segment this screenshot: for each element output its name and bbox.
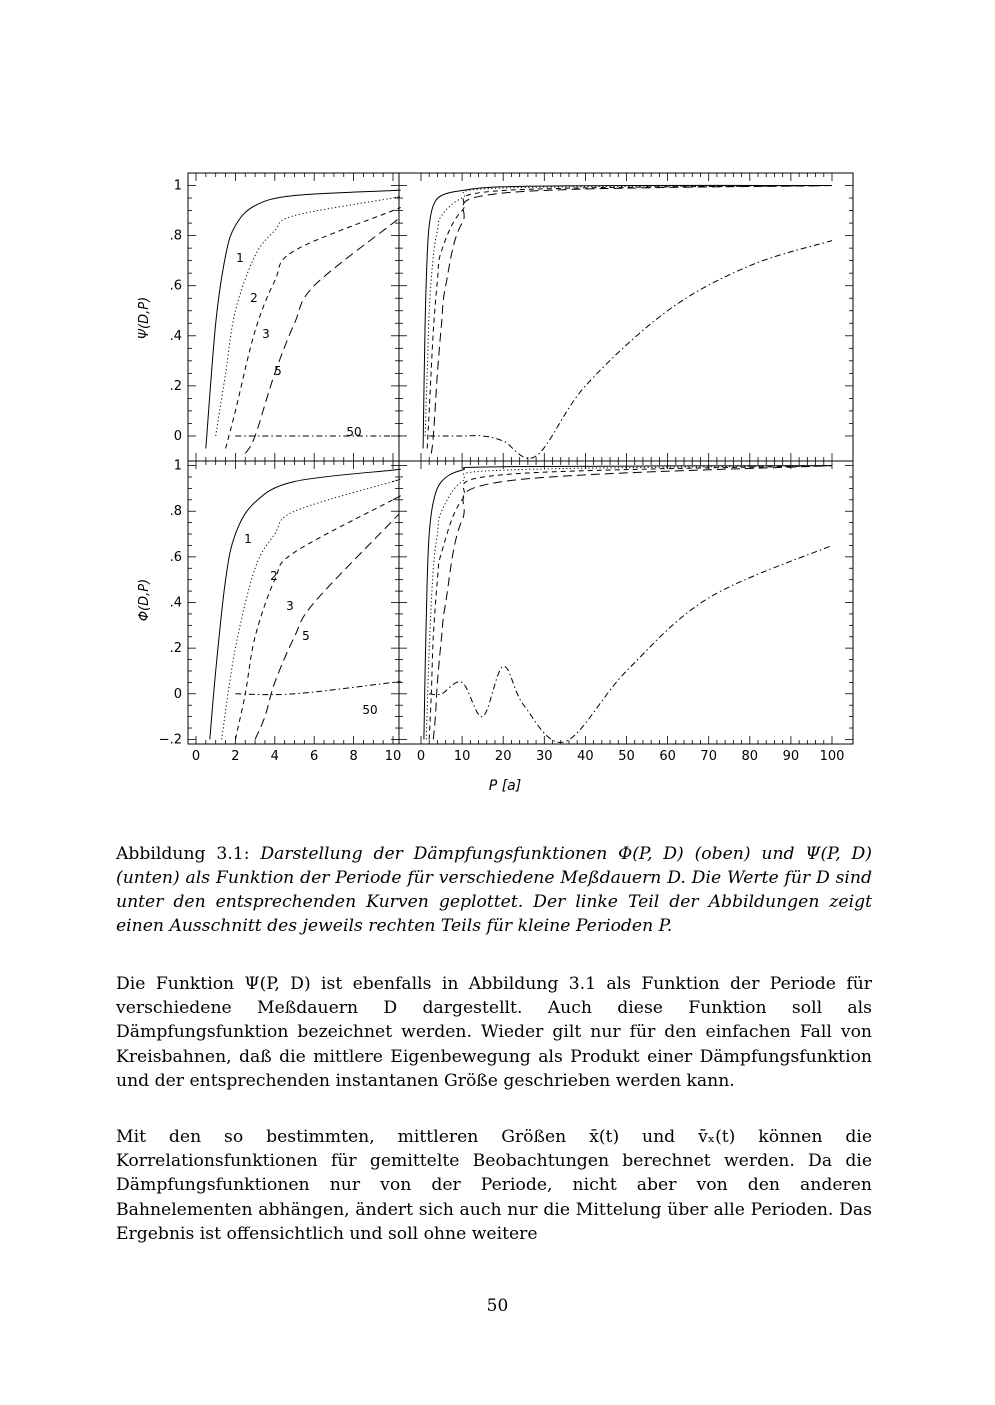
x-tick-label: 8	[349, 749, 358, 764]
top-y-tick-label: 0	[173, 428, 182, 444]
top-curve-label-3: 3	[262, 327, 270, 341]
x-tick-label: 0	[416, 749, 426, 764]
x-axis-label: P [a]	[488, 778, 522, 794]
top-right-series-3	[427, 186, 832, 449]
caption-text: Darstellung der Dämpfungsfunktionen Φ(P, D) (oben) und Ψ(P, D) (unten) als Funktion der Periode für verschiedene Meßdauern D. Die Werte für D sind unter den entsprechenden Kurven geplottet. Der linke Teil der Abbildungen zeigt einen Ausschnitt des jeweils rechten Teils für kleine Perioden P.	[116, 844, 872, 936]
bottom-curve-label-1: 1	[244, 532, 252, 546]
bottom-curve-label-3: 3	[286, 599, 294, 613]
x-tick-label: 2	[231, 749, 240, 764]
top-right-series-5	[431, 186, 832, 454]
top-left-series-2	[216, 197, 401, 436]
paragraph-2: Mit den so bestimmten, mittleren Größen x̄(t) und v̄ₓ(t) können die Korrelationsfunktionen für gemittelte Beobachtungen berechnet werden. Da die Dämpfungsfunktionen nur von der Periode, nicht aber von den anderen Bahnelementen abhängen, ändert sich auch nur die Mittelung über alle Perioden. Das Ergebnis ist offensichtlich und soll ohne weitere	[116, 1127, 872, 1244]
bottom-y-axis-label: Φ(D,P)	[137, 578, 152, 622]
top-y-axis-label: Ψ(D,P)	[137, 296, 152, 340]
top-left-series-1	[206, 190, 400, 448]
x-tick-label: 50	[618, 749, 635, 764]
bottom-y-tick-label: .2	[169, 641, 182, 657]
bottom-y-tick-label: .4	[169, 595, 182, 611]
bottom-right-series-3	[429, 466, 832, 740]
top-y-tick-label: .4	[169, 328, 182, 344]
bottom-y-tick-label: .8	[169, 504, 182, 520]
bottom-curve-label-5: 5	[302, 629, 310, 643]
top-curve-label-5: 5	[274, 364, 282, 378]
caption-label: Abbildung 3.1:	[116, 844, 250, 864]
top-right-series-50	[429, 241, 832, 459]
x-tick-label: 30	[536, 749, 553, 764]
top-left-frame	[188, 173, 399, 461]
top-y-tick-label: .8	[169, 228, 182, 244]
x-tick-label: 60	[659, 749, 676, 764]
x-tick-label: 20	[494, 749, 512, 764]
x-tick-label: 100	[819, 749, 845, 764]
top-curve-label-50: 50	[346, 425, 362, 439]
x-tick-label: 70	[700, 749, 717, 764]
top-y-tick-label: 1	[173, 178, 182, 194]
x-tick-label: 6	[310, 749, 319, 764]
top-right-frame	[399, 173, 853, 461]
top-right-series-2	[425, 186, 832, 437]
bottom-y-tick-label: 1	[173, 458, 182, 474]
x-tick-label: 10	[453, 749, 471, 764]
bottom-curve-label-50: 50	[362, 703, 378, 717]
bottom-right-series-1	[424, 466, 832, 740]
top-y-tick-label: .6	[169, 278, 182, 294]
bottom-right-frame	[399, 461, 853, 744]
x-tick-label: 90	[782, 749, 800, 764]
bottom-y-tick-label: 0	[173, 686, 182, 702]
x-tick-label: 40	[577, 749, 594, 764]
bottom-right-series-2	[426, 466, 832, 740]
bottom-y-tick-label: .6	[169, 549, 182, 565]
bottom-left-series-1	[210, 469, 400, 739]
bottom-right-series-50	[429, 545, 832, 742]
figure-caption	[116, 842, 872, 938]
bottom-curve-label-2: 2	[270, 569, 278, 583]
top-left-series-3	[226, 208, 401, 449]
bottom-left-series-2	[222, 479, 401, 739]
x-tick-label: 4	[270, 749, 279, 764]
x-tick-label: 0	[191, 749, 201, 764]
x-tick-label: 10	[384, 749, 402, 764]
top-curve-label-1: 1	[236, 251, 244, 265]
top-right-series-1	[423, 185, 832, 448]
top-y-tick-label: .2	[169, 378, 182, 394]
page-number: 50	[486, 1296, 509, 1316]
bottom-y-tick-label: −.2	[158, 732, 182, 748]
paragraph-1: Die Funktion Ψ(P, D) ist ebenfalls in Abbildung 3.1 als Funktion der Periode für verschiedene Meßdauern D dargestellt. Auch diese Funktion soll als Dämpfungsfunktion bezeichnet werden. Wieder gilt nur für den einfachen Fall von Kreisbahnen, daß die mittlere Eigenbewegung als Produkt einer Dämpfungsfunktion und der entsprechenden instantanen Größe geschrieben werden kann.	[116, 974, 872, 1091]
x-tick-label: 80	[741, 749, 759, 764]
top-curve-label-2: 2	[250, 291, 258, 305]
bottom-left-series-50	[235, 682, 400, 695]
bottom-right-series-5	[433, 466, 832, 740]
